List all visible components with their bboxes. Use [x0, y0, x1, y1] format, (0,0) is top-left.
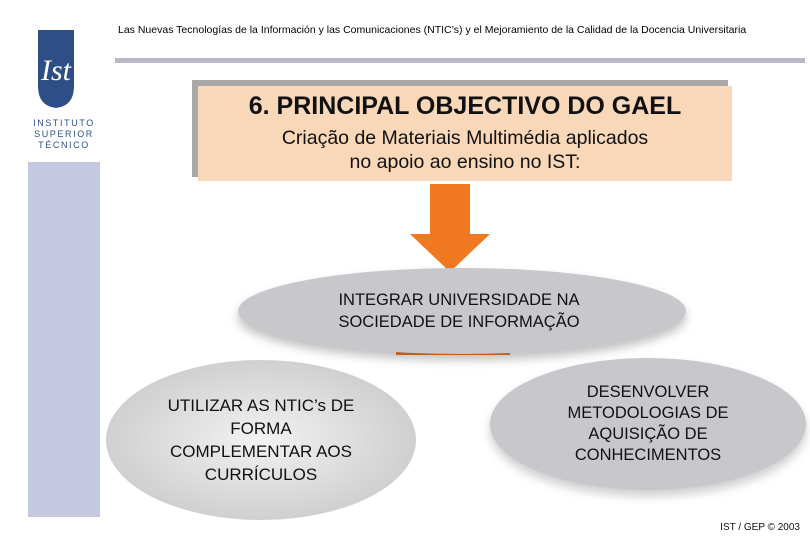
- goal-ellipse-left: [106, 360, 416, 520]
- svg-text:Ist: Ist: [41, 54, 71, 87]
- goal-left-line-3: COMPLEMENTAR AOS: [170, 442, 352, 461]
- goal-left-line-4: CURRÍCULOS: [204, 465, 318, 484]
- goal-right-line-2: METODOLOGIAS DE: [567, 404, 729, 422]
- subtitle-line-1: Criação de Materiais Multimédia aplicados: [281, 127, 649, 149]
- goal-left-line-1: UTILIZAR AS NTIC’s DE: [167, 396, 355, 415]
- title-box: [198, 86, 732, 181]
- goal-left-line-2: FORMA: [230, 419, 292, 438]
- logo-line-2: SUPERIOR: [34, 129, 94, 139]
- logo-line-3: TÉCNICO: [38, 140, 90, 150]
- goal-ellipse-top: [238, 268, 686, 354]
- goal-top-line-2: SOCIEDADE DE INFORMAÇÃO: [338, 313, 580, 331]
- goal-top-line-1: INTEGRAR UNIVERSIDADE NA: [338, 291, 580, 309]
- down-arrow-icon: [400, 184, 500, 274]
- ist-logo-icon: [36, 28, 76, 110]
- logo-line-1: INSTITUTO: [33, 118, 95, 128]
- header-divider: [115, 58, 805, 63]
- goal-right-line-3: AQUISIÇÃO DE: [588, 425, 708, 443]
- subtitle-line-2: no apoio ao ensino no IST:: [349, 151, 581, 173]
- footer-credit: IST / GEP © 2003: [720, 522, 800, 533]
- slide-heading: 6. PRINCIPAL OBJECTIVO DO GAEL: [248, 92, 682, 120]
- goal-right-line-4: CONHECIMENTOS: [574, 446, 722, 464]
- logo-wordmark: [28, 118, 100, 151]
- slide-subtitle: [198, 126, 732, 174]
- header-title: Las Nuevas Tecnologías de la Información y las Comunicaciones (NTIC’s) y el Mejoramiento de la Calidad de la Docencia Universitaria: [118, 24, 747, 36]
- goal-ellipse-right: [490, 358, 806, 490]
- goal-right-line-1: DESENVOLVER: [586, 383, 710, 401]
